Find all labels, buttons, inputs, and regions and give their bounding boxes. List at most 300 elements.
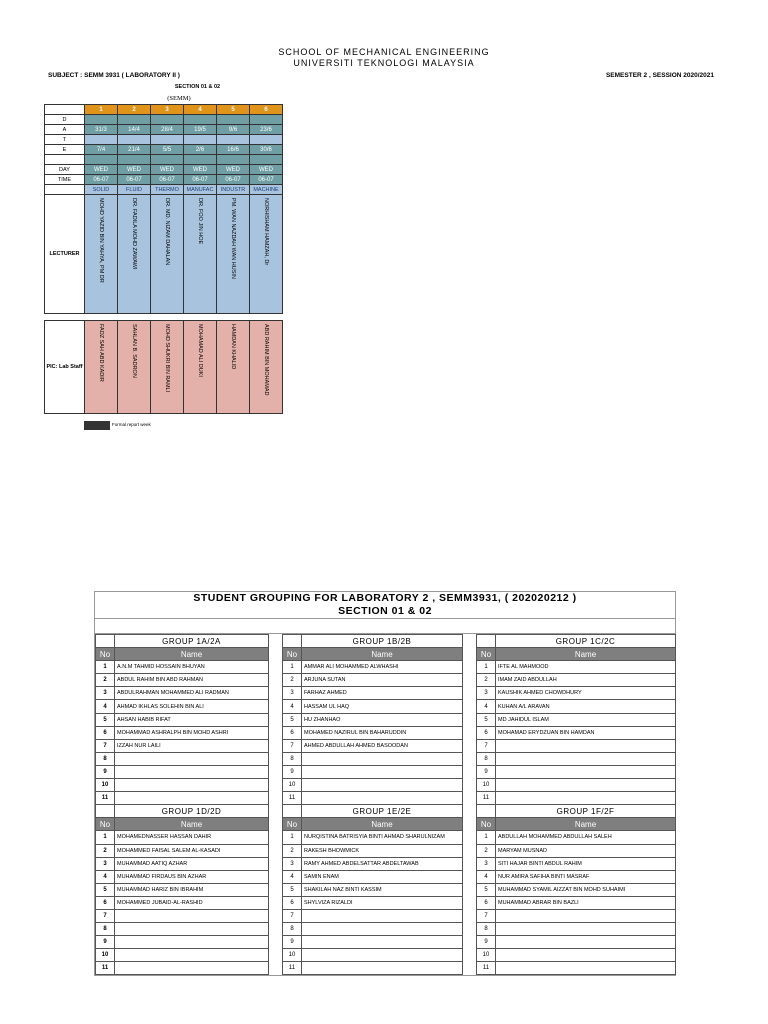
col-no-header: No [283, 818, 302, 831]
date-blank-b-2 [118, 135, 151, 145]
session-number-4: 4 [184, 105, 217, 115]
group-separator [463, 844, 477, 857]
table-row [96, 923, 676, 936]
group-separator [269, 635, 283, 648]
student-name [115, 949, 269, 962]
student-name [496, 739, 676, 752]
date-second-6: 30/6 [250, 145, 283, 155]
student-name: MOHAMMED FAISAL SALEM AL-KASADI [115, 844, 269, 857]
table-row [96, 870, 676, 883]
group-separator [269, 896, 283, 909]
student-name [115, 779, 269, 792]
row-number: 2 [96, 844, 115, 857]
row-number: 4 [96, 700, 115, 713]
row-number: 3 [477, 857, 496, 870]
row-number: 7 [96, 909, 115, 922]
group-separator [463, 896, 477, 909]
group-separator [463, 752, 477, 765]
group-name: GROUP 1E/2E [302, 805, 463, 818]
lecturer-name: NORHISHAM HAMZAH, Dr [263, 198, 269, 266]
student-name: MUHAMMAD SYAMIL AIZZAT BIN MOHD SUHAIMI [496, 883, 676, 896]
date-first-5: 9/6 [217, 125, 250, 135]
table-row [96, 883, 676, 896]
time-row [45, 175, 283, 185]
group-name: GROUP 1B/2B [302, 635, 463, 648]
column-header-row [96, 648, 676, 661]
table-row [96, 909, 676, 922]
group-header-gap [283, 805, 302, 818]
group-separator [269, 648, 283, 661]
table-row [96, 661, 676, 674]
time-6: 06-07 [250, 175, 283, 185]
row-number: 3 [477, 687, 496, 700]
lecturer-name: DR. FOO JIN HOE [197, 198, 203, 245]
student-name [496, 765, 676, 778]
date-blank-a-4 [184, 115, 217, 125]
row-number: 8 [96, 752, 115, 765]
row-number: 7 [477, 909, 496, 922]
day-label: DAY [45, 165, 85, 175]
date-blank-c-6 [250, 155, 283, 165]
student-name: MUHAMMAD FIRDAUS BIN AZHAR [115, 870, 269, 883]
student-name: MUHAMMAD AATIQ AZHAR [115, 857, 269, 870]
topic-5: INDUSTR [217, 185, 250, 195]
lecturer-name: PM. WAN NAZDAH WAN HUSIN [230, 198, 236, 279]
row-number: 8 [96, 923, 115, 936]
student-name [115, 962, 269, 975]
row-number: 10 [477, 779, 496, 792]
row-number: 7 [477, 739, 496, 752]
lecturer-cell-6 [250, 195, 283, 314]
row-number: 1 [283, 661, 302, 674]
date-first-2: 14/4 [118, 125, 151, 135]
group-separator [269, 831, 283, 844]
pic-name: MOHAMAD ALI DUKI [197, 324, 203, 377]
group-separator [463, 687, 477, 700]
student-name: ABDULLAH MOHAMMED ABDULLAH SALEH [496, 831, 676, 844]
group-name: GROUP 1F/2F [496, 805, 676, 818]
date-second-row [45, 145, 283, 155]
group-separator [463, 818, 477, 831]
date-blank-b-5 [217, 135, 250, 145]
row-number: 11 [283, 792, 302, 805]
topic-label [45, 185, 85, 195]
group-separator [269, 739, 283, 752]
time-1: 06-07 [85, 175, 118, 185]
lecturer-label: LECTURER [45, 195, 85, 314]
group-separator [269, 870, 283, 883]
student-name: KUHAN A/L ARAVAN [496, 700, 676, 713]
group-separator [463, 674, 477, 687]
row-number: 9 [477, 936, 496, 949]
date-blank-c-4 [184, 155, 217, 165]
group-separator [269, 765, 283, 778]
table-row [96, 949, 676, 962]
row-number: 10 [283, 949, 302, 962]
student-name: KAUSHIK AHMED CHOWDHURY [496, 687, 676, 700]
group-header-row [96, 635, 676, 648]
lecturer-gap-row [45, 314, 283, 321]
group-separator [463, 635, 477, 648]
group-separator [269, 883, 283, 896]
date-first-row [45, 125, 283, 135]
session-number-3: 3 [151, 105, 184, 115]
row-number: 10 [96, 779, 115, 792]
group-separator [269, 674, 283, 687]
group-separator [463, 792, 477, 805]
formal-report-legend-swatch [84, 421, 110, 430]
row-number: 3 [96, 857, 115, 870]
date-blank-b-4 [184, 135, 217, 145]
date-second-4: 2/6 [184, 145, 217, 155]
student-name: A.N.M TAHMID HOSSAIN BHUYAN [115, 661, 269, 674]
row-number: 1 [477, 661, 496, 674]
col-name-header: Name [302, 648, 463, 661]
day-2: WED [118, 165, 151, 175]
date-second-2: 21/4 [118, 145, 151, 155]
student-name: MOHAMMED JUBAID-AL-RASHID [115, 896, 269, 909]
group-separator [463, 870, 477, 883]
row-number: 6 [283, 726, 302, 739]
group-header-gap [96, 805, 115, 818]
group-header-gap [283, 635, 302, 648]
date-blank-b-6 [250, 135, 283, 145]
date-blank-b-row [45, 135, 283, 145]
table-row [96, 674, 676, 687]
date-spacer [45, 155, 85, 165]
date-first-1: 31/3 [85, 125, 118, 135]
student-name: NUR AMIRA SAFIHA BINTI MASRAF [496, 870, 676, 883]
group-separator [269, 909, 283, 922]
col-name-header: Name [115, 648, 269, 661]
date-first-3: 28/4 [151, 125, 184, 135]
group-separator [269, 792, 283, 805]
date-first-4: 19/5 [184, 125, 217, 135]
group-separator [463, 739, 477, 752]
time-5: 06-07 [217, 175, 250, 185]
topic-row [45, 185, 283, 195]
group-separator [463, 700, 477, 713]
pic-cell-4 [184, 321, 217, 414]
group-separator [463, 805, 477, 818]
sesi-label: SESI [45, 105, 85, 115]
lecturer-row [45, 195, 283, 314]
row-number: 1 [283, 831, 302, 844]
col-no-header: No [477, 818, 496, 831]
group-separator [269, 962, 283, 975]
group-separator [269, 752, 283, 765]
student-name: MARYAM MUSNAD [496, 844, 676, 857]
date-blank-a-2 [118, 115, 151, 125]
date-blank-a-5 [217, 115, 250, 125]
student-name [302, 923, 463, 936]
pic-label: PIC: Lab Staff [45, 321, 85, 414]
student-name [115, 936, 269, 949]
row-number: 5 [96, 883, 115, 896]
student-name: IZZAH NUR LAILI [115, 739, 269, 752]
pic-name: SAHLAN B. SADRON [131, 324, 137, 378]
table-row [96, 739, 676, 752]
grouping-title: STUDENT GROUPING FOR LABORATORY 2 , SEMM3931, ( 202020212 ) [193, 592, 577, 604]
column-header-row [96, 818, 676, 831]
lab-schedule-table [44, 104, 283, 414]
row-number: 4 [283, 870, 302, 883]
group-separator [463, 661, 477, 674]
lecturer-cell-3 [151, 195, 184, 314]
grouping-subtitle: SECTION 01 & 02 [95, 605, 675, 619]
group-header-row [96, 805, 676, 818]
student-name: IFTE AL MAHMOOD [496, 661, 676, 674]
student-name: IMAM ZAID ABDULLAH [496, 674, 676, 687]
table-row [96, 844, 676, 857]
date-blank-b-3 [151, 135, 184, 145]
student-name: ARJUNA SUTAN [302, 674, 463, 687]
day-row [45, 165, 283, 175]
group-separator [463, 648, 477, 661]
pic-name: FADZ SAH ABD KADIR [98, 324, 104, 382]
row-number: 2 [96, 674, 115, 687]
semester-label: SEMESTER 2 , SESSION 2020/2021 [605, 72, 714, 79]
student-name [302, 792, 463, 805]
day-4: WED [184, 165, 217, 175]
row-number: 6 [96, 896, 115, 909]
row-number: 7 [283, 909, 302, 922]
student-name: RAMY AHMED ABDELSATTAR ABDELTAWAB [302, 857, 463, 870]
table-row [96, 936, 676, 949]
pic-cell-3 [151, 321, 184, 414]
group-separator [269, 726, 283, 739]
row-number: 6 [477, 896, 496, 909]
time-3: 06-07 [151, 175, 184, 185]
group-separator [269, 949, 283, 962]
student-name: AMMAR ALI MOHAMMED ALWHASHI [302, 661, 463, 674]
lecturer-cell-4 [184, 195, 217, 314]
group-separator [269, 779, 283, 792]
student-name: AHSAN HABIB RIFAT [115, 713, 269, 726]
date-letter-t: T [45, 135, 85, 145]
date-blank-c-1 [85, 155, 118, 165]
lecturer-name: DR. MD. NIZAM DAHALAN [164, 198, 170, 266]
row-number: 7 [283, 739, 302, 752]
row-number: 5 [283, 883, 302, 896]
row-number: 4 [96, 870, 115, 883]
lecturer-name: DR. FADILA MOHD ZAWAWI [131, 198, 137, 270]
date-second-5: 16/6 [217, 145, 250, 155]
topic-3: THERMO [151, 185, 184, 195]
row-number: 3 [283, 687, 302, 700]
student-name [302, 949, 463, 962]
date-blank-c-2 [118, 155, 151, 165]
group-separator [269, 936, 283, 949]
row-number: 9 [477, 765, 496, 778]
row-number: 5 [477, 713, 496, 726]
university-name: UNIVERSITI TEKNOLOGI MALAYSIA [293, 58, 475, 68]
student-name [115, 792, 269, 805]
row-number: 2 [283, 674, 302, 687]
student-grouping-table [94, 591, 676, 976]
student-name: FARHAZ AHMED [302, 687, 463, 700]
student-name [302, 909, 463, 922]
semm-label: (SEMM) [167, 95, 191, 102]
row-number: 8 [477, 923, 496, 936]
student-name: AHMED ABDULLAH AHMED BASOODAN [302, 739, 463, 752]
row-number: 1 [96, 661, 115, 674]
group-name: GROUP 1A/2A [115, 635, 269, 648]
lecturer-cell-2 [118, 195, 151, 314]
group-separator [463, 857, 477, 870]
date-blank-c-5 [217, 155, 250, 165]
row-number: 2 [283, 844, 302, 857]
table-row [96, 700, 676, 713]
formal-report-legend-label: Formal report week [112, 422, 151, 427]
col-no-header: No [477, 648, 496, 661]
student-name [496, 752, 676, 765]
grouping-grid [95, 634, 676, 975]
topic-2: FLUID [118, 185, 151, 195]
group-name: GROUP 1C/2C [496, 635, 676, 648]
row-number: 3 [283, 857, 302, 870]
group-separator [463, 765, 477, 778]
student-name: MOHAMED NAZIRUL BIN BAHARUDDIN [302, 726, 463, 739]
time-4: 06-07 [184, 175, 217, 185]
lecturer-cell-1 [85, 195, 118, 314]
student-name: SAMIN ENAM [302, 870, 463, 883]
group-separator [463, 883, 477, 896]
student-name: ABDUL RAHIM BIN ABD RAHMAN [115, 674, 269, 687]
row-number: 6 [477, 726, 496, 739]
row-number: 9 [96, 936, 115, 949]
group-separator [463, 909, 477, 922]
student-name [115, 909, 269, 922]
student-name [496, 779, 676, 792]
group-separator [269, 661, 283, 674]
group-separator [463, 923, 477, 936]
row-number: 10 [96, 949, 115, 962]
col-name-header: Name [496, 818, 676, 831]
student-name: RAKESH BHOWMICK [302, 844, 463, 857]
session-number-6: 6 [250, 105, 283, 115]
row-number: 8 [283, 752, 302, 765]
group-separator [269, 857, 283, 870]
date-letter-a: A [45, 125, 85, 135]
group-separator [269, 687, 283, 700]
student-name [496, 962, 676, 975]
lecturer-cell-5 [217, 195, 250, 314]
student-name [302, 752, 463, 765]
gap-cell [45, 314, 283, 321]
table-row [96, 962, 676, 975]
row-number: 9 [283, 765, 302, 778]
date-second-3: 5/5 [151, 145, 184, 155]
day-6: WED [250, 165, 283, 175]
subject-label: SUBJECT : SEMM 3931 ( LABORATORY II ) [48, 72, 180, 79]
student-name: NURQISTINA BATRISYIA BINTI AHMAD SHARULNIZAM [302, 831, 463, 844]
student-name [496, 923, 676, 936]
row-number: 7 [96, 739, 115, 752]
date-blank-c-row [45, 155, 283, 165]
group-separator [463, 726, 477, 739]
student-name: HU ZHANHAO [302, 713, 463, 726]
row-number: 6 [96, 726, 115, 739]
student-name: MOHAMAD ERYDZUAN BIN HAMDAN [496, 726, 676, 739]
pic-cell-5 [217, 321, 250, 414]
row-number: 5 [477, 883, 496, 896]
student-name [496, 936, 676, 949]
time-label: TIME [45, 175, 85, 185]
group-separator [269, 700, 283, 713]
student-name: MUHAMMAD HARIZ BIN IBRAHIM [115, 883, 269, 896]
document-header [0, 47, 768, 69]
group-separator [463, 713, 477, 726]
row-number: 10 [283, 779, 302, 792]
group-separator [269, 805, 283, 818]
table-row [96, 687, 676, 700]
session-number-1: 1 [85, 105, 118, 115]
group-separator [269, 713, 283, 726]
pic-name: ABD RAHIM BIN MOHAMAD [263, 324, 269, 396]
group-separator [463, 949, 477, 962]
row-number: 5 [96, 713, 115, 726]
day-5: WED [217, 165, 250, 175]
table-row [96, 831, 676, 844]
student-name [302, 765, 463, 778]
group-separator [463, 779, 477, 792]
row-number: 5 [283, 713, 302, 726]
group-separator [463, 831, 477, 844]
row-number: 4 [477, 700, 496, 713]
row-number: 8 [477, 752, 496, 765]
row-number: 4 [283, 700, 302, 713]
student-name: MOHAMEDNASSER HASSAN DAHIR [115, 831, 269, 844]
school-name: SCHOOL OF MECHANICAL ENGINEERING [278, 47, 490, 57]
table-row [96, 896, 676, 909]
student-name: MOHAMMAD ASHRALPH BIN MOHD ASHRI [115, 726, 269, 739]
row-number: 11 [283, 962, 302, 975]
spacer-row [95, 619, 675, 634]
topic-6: MACHINE [250, 185, 283, 195]
date-blank-c-3 [151, 155, 184, 165]
student-name: MD JAHIDUL ISLAM [496, 713, 676, 726]
group-separator [269, 818, 283, 831]
group-separator [269, 844, 283, 857]
student-name: MUHAMMAD ABRAR BIN BAZLI [496, 896, 676, 909]
session-number-5: 5 [217, 105, 250, 115]
col-name-header: Name [496, 648, 676, 661]
lecturer-name: MOHD YAZID BIN YAHYA, PM DR [98, 198, 104, 283]
row-number: 2 [477, 844, 496, 857]
row-number: 11 [477, 962, 496, 975]
group-header-gap [477, 805, 496, 818]
table-row [96, 713, 676, 726]
table-row [96, 752, 676, 765]
row-number: 4 [477, 870, 496, 883]
pic-cell-6 [250, 321, 283, 414]
row-number: 9 [283, 936, 302, 949]
row-number: 11 [96, 962, 115, 975]
group-separator [463, 936, 477, 949]
row-number: 6 [283, 896, 302, 909]
date-letter-d: D [45, 115, 85, 125]
session-number-2: 2 [118, 105, 151, 115]
row-number: 11 [477, 792, 496, 805]
group-header-gap [96, 635, 115, 648]
pic-name: HAMDAN KHALID [230, 324, 236, 370]
section-label: SECTION 01 & 02 [174, 84, 221, 90]
col-name-header: Name [115, 818, 269, 831]
day-3: WED [151, 165, 184, 175]
table-row [96, 857, 676, 870]
date-blank-a-1 [85, 115, 118, 125]
